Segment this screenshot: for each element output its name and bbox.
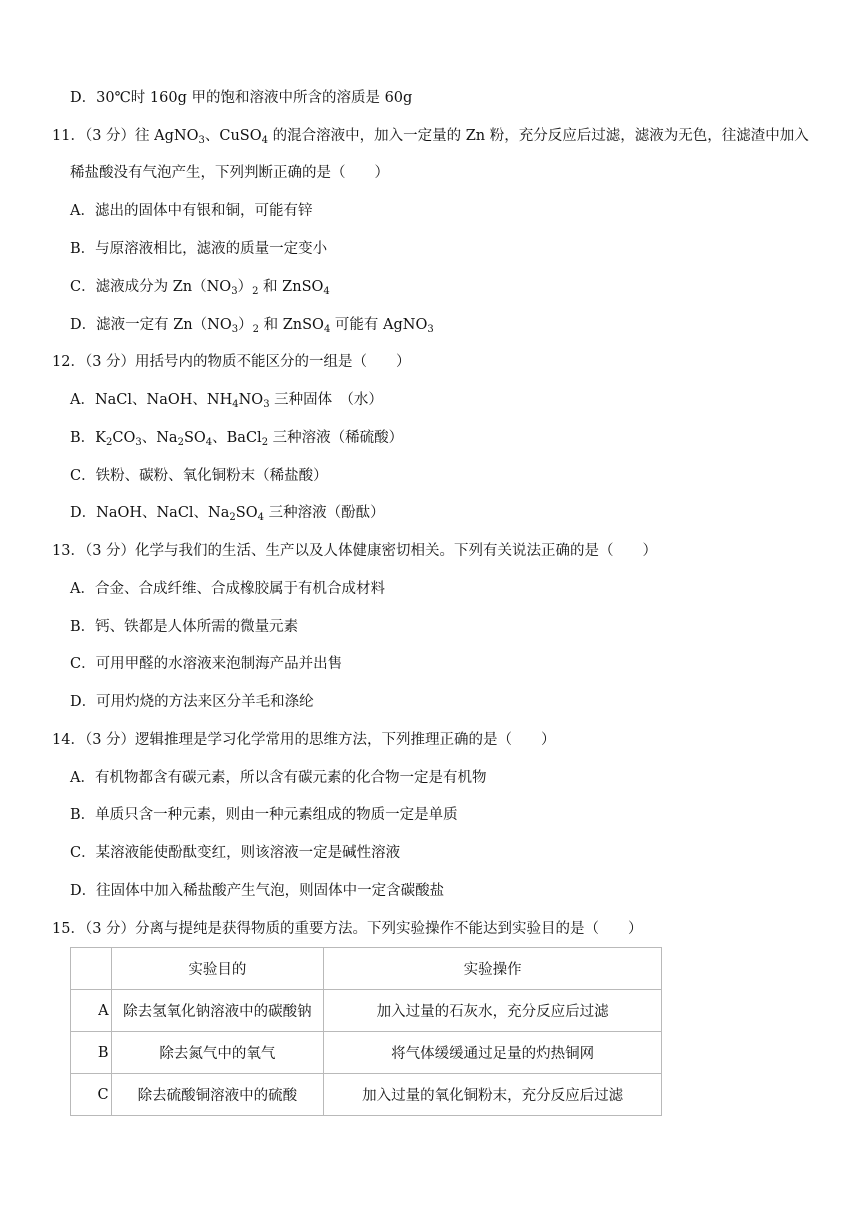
text: B．K (70, 430, 106, 446)
subscript: 3 (427, 324, 434, 335)
subscript: 4 (205, 437, 213, 448)
q11-option-c (70, 277, 330, 297)
q10-option-d (70, 88, 412, 108)
q12-option-d (70, 503, 385, 523)
subscript: 4 (261, 135, 268, 146)
text: ） (237, 279, 253, 295)
row-goal: 除去氢氧化钠溶液中的碳酸钠 (111, 990, 324, 1032)
table-header-row (71, 948, 662, 990)
text: 和 ZnSO (258, 317, 324, 333)
subscript: 2 (252, 324, 259, 335)
subscript: 2 (106, 437, 113, 448)
q11-stem-line1 (52, 126, 809, 146)
subscript: 2 (261, 437, 269, 448)
header-cell-operation: 实验操作 (324, 948, 662, 990)
row-goal: 除去硫酸铜溶液中的硫酸 (111, 1074, 324, 1116)
q14-option-c: C．某溶液能使酚酞变红，则该溶液一定是碱性溶液 (70, 845, 401, 861)
q11-option-a: A．滤出的固体中有银和铜，可能有锌 (70, 203, 313, 219)
text: ） (238, 317, 253, 333)
text: A．NaCl、NaOH、NH (70, 392, 233, 408)
q13-option-b: B．钙、铁都是人体所需的微量元素 (70, 619, 299, 635)
q14-stem: 14．（3 分）逻辑推理是学习化学常用的思维方法，下列推理正确的是（ ） (52, 732, 556, 748)
subscript: 3 (198, 135, 205, 146)
text: 、Na (141, 430, 178, 446)
text: 和 ZnSO (258, 279, 324, 295)
text: D．滤液一定有 Zn（NO (70, 317, 232, 333)
row-goal: 除去氮气中的氧气 (111, 1032, 324, 1074)
row-operation: 加入过量的氧化铜粉末，充分反应后过滤 (324, 1074, 662, 1116)
q14-option-d: D．往固体中加入稀盐酸产生气泡，则固体中一定含碳酸盐 (70, 883, 445, 899)
table-row (71, 1032, 662, 1074)
q12-option-a (70, 390, 383, 410)
subscript: 4 (323, 286, 330, 297)
subscript: 2 (229, 512, 236, 523)
subscript: 4 (323, 324, 331, 335)
q15-stem: 15．（3 分）分离与提纯是获得物质的重要方法。下列实验操作不能达到实验目的是（ ） (52, 921, 643, 937)
text: 三种溶液（稀硫酸） (268, 430, 404, 446)
q13-option-a: A．合金、合成纤维、合成橡胶属于有机合成材料 (70, 581, 385, 597)
text: 、BaCl (212, 430, 262, 446)
text: SO (183, 430, 206, 446)
header-cell-blank (71, 948, 112, 990)
subscript: 4 (232, 399, 239, 410)
q11-stem-line2: 稀盐酸没有气泡产生，下列判断正确的是（ ） (70, 165, 389, 181)
row-label: B (71, 1032, 112, 1074)
row-operation: 将气体缓缓通过足量的灼热铜网 (324, 1032, 662, 1074)
subscript: 4 (257, 512, 264, 523)
subscript: 3 (231, 286, 238, 297)
subscript: 2 (252, 286, 259, 297)
subscript: 3 (135, 437, 142, 448)
text: 三种溶液（酚酞） (263, 505, 385, 521)
q12-option-c: C．铁粉、碳粉、氧化铜粉末（稀盐酸） (70, 468, 328, 484)
row-label: C (71, 1074, 112, 1116)
text: 可能有 AgNO (330, 317, 428, 333)
q10-option-d-text: D．30℃时 160g 甲的饱和溶液中所含的溶质是 60g (70, 90, 413, 106)
subscript: 3 (231, 324, 239, 335)
q13-option-d: D．可用灼烧的方法来区分羊毛和涤纶 (70, 694, 314, 710)
text: CO (112, 430, 136, 446)
q14-option-a: A．有机物都含有碳元素，所以含有碳元素的化合物一定是有机物 (70, 770, 487, 786)
table-row (71, 990, 662, 1032)
q11-option-d (70, 315, 434, 335)
text: 、CuSO (204, 128, 262, 144)
q11-option-b: B．与原溶液相比，滤液的质量一定变小 (70, 241, 328, 257)
experiment-table (70, 947, 662, 1116)
q13-stem: 13．（3 分）化学与我们的生活、生产以及人体健康密切相关。下列有关说法正确的是（ ） (52, 543, 658, 559)
text: 三种固体 （水） (269, 392, 383, 408)
row-label: A (71, 990, 112, 1032)
text: C．滤液成分为 Zn（NO (70, 279, 232, 295)
q14-option-b: B．单质只含一种元素，则由一种元素组成的物质一定是单质 (70, 807, 458, 823)
header-cell-goal: 实验目的 (111, 948, 324, 990)
text: D．NaOH、NaCl、Na (70, 505, 230, 521)
q12-stem: 12．（3 分）用括号内的物质不能区分的一组是（ ） (52, 354, 411, 370)
table-row (71, 1074, 662, 1116)
q12-option-b (70, 428, 403, 448)
subscript: 3 (263, 399, 270, 410)
text: SO (235, 505, 258, 521)
text: 11．（3 分）往 AgNO (52, 128, 199, 144)
text: 的混合溶液中，加入一定量的 Zn 粉，充分反应后过滤，滤液为无色，往滤渣中加入 (268, 128, 809, 144)
subscript: 2 (177, 437, 184, 448)
row-operation: 加入过量的石灰水，充分反应后过滤 (324, 990, 662, 1032)
text: NO (238, 392, 264, 408)
q13-option-c: C．可用甲醛的水溶液来泡制海产品并出售 (70, 656, 343, 672)
